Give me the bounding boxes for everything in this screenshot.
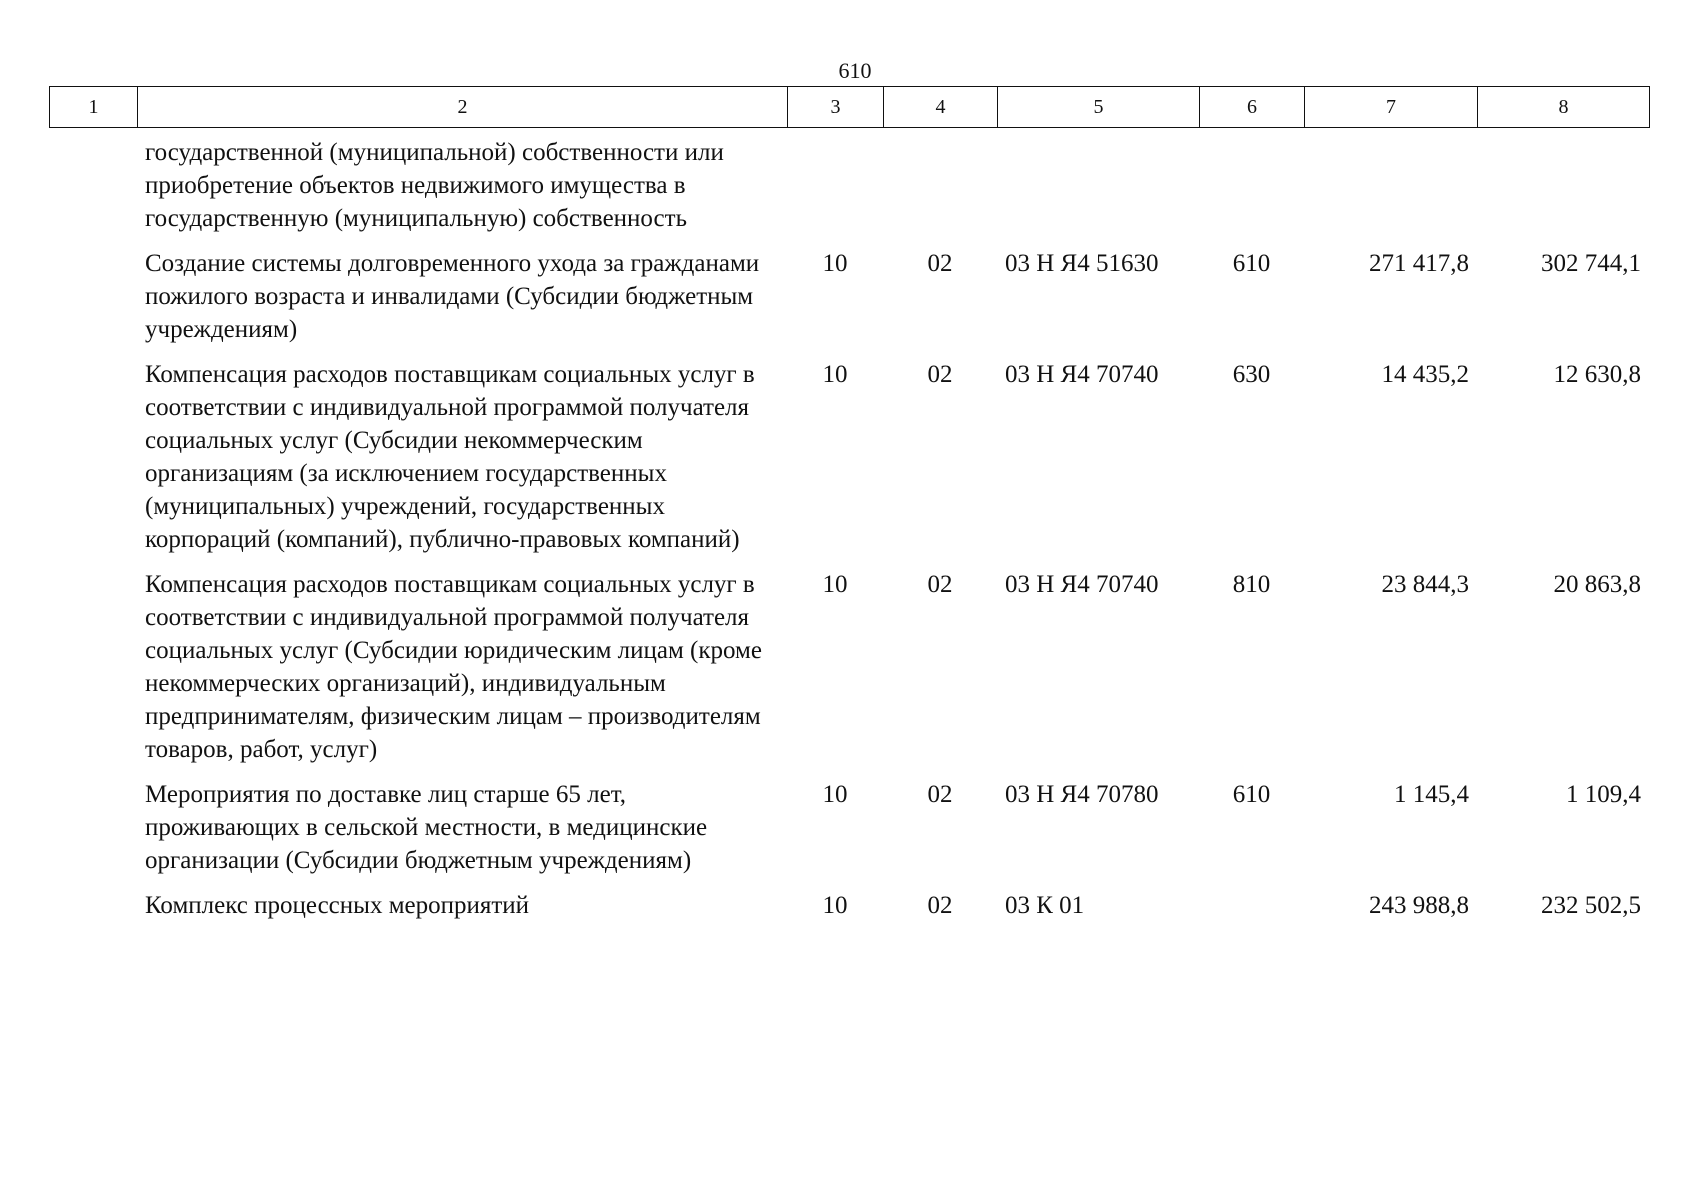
row-subsection: 02 xyxy=(927,250,953,277)
row-blank-cell xyxy=(49,358,137,556)
row-blank-cell xyxy=(49,568,137,766)
row-blank-cell xyxy=(49,778,137,877)
row-amount-1: 243 988,8 xyxy=(1369,892,1469,919)
row-amount-2: 20 863,8 xyxy=(1553,571,1641,598)
row-section: 10 xyxy=(822,571,848,598)
row-amount-2: 302 744,1 xyxy=(1541,250,1641,277)
row-name: государственной (муниципальной) собственности или приобретение объектов недвижимого имущества в государственную (муниципальную) собственность xyxy=(145,139,724,232)
header-cell-2: 2 xyxy=(138,87,788,128)
row-blank-cell xyxy=(49,247,137,346)
row-target-article xyxy=(997,136,1199,235)
row-amount-2: 232 502,5 xyxy=(1541,892,1641,919)
row-expense-type: 630 xyxy=(1232,361,1271,388)
header-cell-8: 8 xyxy=(1478,87,1650,128)
row-section: 10 xyxy=(822,250,848,277)
row-amount-1: 1 145,4 xyxy=(1394,781,1469,808)
row-expense-type xyxy=(1199,889,1304,922)
row-name: Мероприятия по доставке лиц старше 65 лет, проживающих в сельской местности, в медицинские организации (Субсидии бюджетным учреждениям) xyxy=(145,781,708,874)
row-subsection: 02 xyxy=(927,571,953,598)
header-cell-6: 6 xyxy=(1200,87,1305,128)
row-blank-cell xyxy=(49,889,137,922)
row-amount-1: 14 435,2 xyxy=(1381,361,1469,388)
row-name: Компенсация расходов поставщикам социальных услуг в соответствии с индивидуальной программой получателя социальных услуг (Субсидии некоммерческим организациям (за исключением государственных (муниципальных) учреждений, государственных корпораций (компаний), публично-правовых компаний) xyxy=(145,361,755,553)
row-amount-2: 1 109,4 xyxy=(1566,781,1641,808)
row-subsection: 02 xyxy=(927,892,953,919)
table-row xyxy=(49,247,1649,346)
header-row xyxy=(50,87,1650,128)
row-target-article: 03 Н Я4 51630 xyxy=(1005,250,1159,277)
row-expense-type: 810 xyxy=(1232,571,1271,598)
row-amount-1: 23 844,3 xyxy=(1381,571,1469,598)
row-section: 10 xyxy=(822,361,848,388)
row-amount-2: 12 630,8 xyxy=(1553,361,1641,388)
header-cell-7: 7 xyxy=(1305,87,1478,128)
header-cell-5: 5 xyxy=(998,87,1200,128)
table-body xyxy=(49,136,1649,934)
page-number: 610 xyxy=(838,58,872,83)
row-name: Создание системы долговременного ухода за гражданами пожилого возраста и инвалидами (Субсидии бюджетным учреждениям) xyxy=(145,250,760,343)
header-cell-4: 4 xyxy=(884,87,998,128)
row-amount-2 xyxy=(1477,136,1649,235)
row-amount-1 xyxy=(1304,136,1477,235)
row-subsection: 02 xyxy=(927,361,953,388)
row-name: Компенсация расходов поставщикам социальных услуг в соответствии с индивидуальной программой получателя социальных услуг (Субсидии юридическим лицам (кроме некоммерческих организаций), индивидуальным предпринимателям, физическим лицам – производителям товаров, работ, услуг) xyxy=(145,571,762,763)
row-expense-type xyxy=(1199,136,1304,235)
column-number-header xyxy=(49,86,1650,128)
table-row xyxy=(49,568,1649,766)
row-blank-cell xyxy=(49,136,137,235)
table-row xyxy=(49,889,1649,922)
row-target-article: 03 Н Я4 70740 xyxy=(1005,571,1159,598)
table-row xyxy=(49,136,1649,235)
row-subsection: 02 xyxy=(927,781,953,808)
row-expense-type: 610 xyxy=(1232,250,1271,277)
row-section: 10 xyxy=(822,892,848,919)
row-name: Комплекс процессных мероприятий xyxy=(145,892,530,919)
table-row xyxy=(49,778,1649,877)
row-target-article: 03 Н Я4 70740 xyxy=(1005,361,1159,388)
row-subsection xyxy=(883,136,997,235)
row-section xyxy=(787,136,883,235)
row-amount-1: 271 417,8 xyxy=(1369,250,1469,277)
table-row xyxy=(49,358,1649,556)
row-target-article: 03 К 01 xyxy=(1005,892,1085,919)
header-cell-1: 1 xyxy=(50,87,138,128)
row-expense-type: 610 xyxy=(1232,781,1271,808)
row-section: 10 xyxy=(822,781,848,808)
header-cell-3: 3 xyxy=(788,87,884,128)
row-target-article: 03 Н Я4 70780 xyxy=(1005,781,1159,808)
